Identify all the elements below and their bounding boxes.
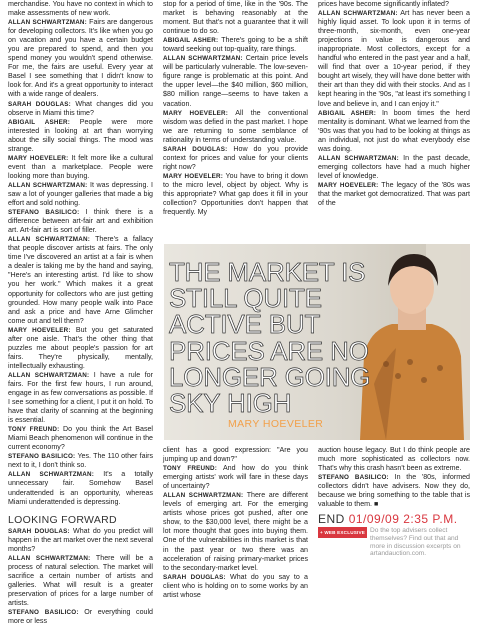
paragraph-text: In the '80s, informed collectors didn't have advisers. Now they do, because we bring something to the table that is valuable to them. <box>318 473 470 509</box>
paragraph-text: It's a totally unnecessary fair. Somehow Basel underattended is an opportunity, whereas Miami underattended is depressing. <box>8 470 153 506</box>
pull-quote: THE MARKET IS STILL QUITE ACTIVE BUT PRICES ARE NO LONGER GOING SKY HIGH <box>169 257 371 419</box>
paragraph <box>163 54 308 108</box>
speaker: STEFANO BASILICO: <box>8 453 76 461</box>
paragraph-text: There are different levels of emerging art. For the emerging artists whose prices got pushed, after one show, to the $30,000 level, there might be a lot more thought that goes into buying them. One of the vulnerabilities in this market is that in the past year or two there was an acceleration of raising primary-market prices to the secondary-market level. <box>163 491 308 572</box>
speaker: SARAH DOUGLAS: <box>163 573 226 581</box>
paragraph <box>8 181 153 208</box>
paragraph <box>8 608 153 626</box>
speaker: MARY HOEVELER: <box>163 172 224 180</box>
speaker: ABIGAIL ASHER: <box>318 109 377 117</box>
article-column-3 <box>318 0 470 208</box>
speaker: MARY HOEVELER: <box>318 181 379 189</box>
paragraph <box>8 527 153 554</box>
speaker: ALLAN SCHWARTZMAN: <box>8 236 91 244</box>
speaker: MARY HOEVELER: <box>163 109 229 117</box>
speaker: MARY HOEVELER: <box>8 154 69 162</box>
article-column-1 <box>8 0 153 626</box>
paragraph <box>163 172 308 217</box>
end-date: 01/09/09 2:35 P.M. <box>348 512 458 527</box>
paragraph-text: Yes. The 110 other fairs next to it, I don't think so. <box>8 452 153 470</box>
paragraph <box>8 235 153 325</box>
paragraph-text: There will be a process of natural selection. The market will sacrifice a certain number of artists and galleries. What will result is a greater preservation of prices for a large number of artists. <box>8 553 153 608</box>
speaker: MARY HOEVELER: <box>8 326 71 334</box>
paragraph-text: But you get saturated after one aisle. That's the other thing that puzzles me about people's passion for art fairs. They're physically, mentally, intellectually exhausting. <box>8 325 153 370</box>
speaker: ALLAN SCHWARTZMAN: <box>8 181 88 189</box>
paragraph <box>318 473 470 509</box>
article-column-3-continued <box>318 446 470 558</box>
paragraph: merchandise. You have no context in which to make assessments of new work. <box>8 0 153 18</box>
web-exclusive-text: Do the top advisers collect themselves? Find out that and more in discussion excerpts on artandauction.com. <box>370 527 461 558</box>
speaker: TONY FREUND: <box>163 465 218 473</box>
paragraph-text: The legacy of the '80s was that the market got democratized. That was part of the <box>318 180 470 208</box>
paragraph-text: Art has never been a highly liquid asset. To look upon it in terms of three-month, six-month, even one-year projections in value is dangerous and inappropriate. Most collectors, except for a handful who entered in the past year and a half, will find that over a 10-year period, if they bought art wisely, they will have done better with their art than they did with their stocks. And as I kept hearing in the '90s, "at least it's something I love and believe in, and I can enjoy it." <box>318 9 470 108</box>
paragraph-text: Fairs are dangerous for developing collectors. It's like when you go on vacation and you have a certain budget you are prepared to spend, and then you spend money you wouldn't spend otherwise. For me, the fairs are useful. Every year at Basel I see something that I didn't know to look for. And it's a great opportunity to interact with a wide range of dealers. <box>8 18 153 99</box>
paragraph <box>8 18 153 99</box>
paragraph-text: In boom times the herd mentality is dominant. What we learned from the '90s was that you had to be looking at things as an individual, not just do what everybody else was doing. <box>318 108 470 153</box>
paragraph <box>318 181 470 208</box>
pull-quote-attribution: MARY HOEVELER <box>228 418 324 430</box>
speaker: ALLAN SCHWARTZMAN: <box>8 371 90 379</box>
paragraph-text: What do you predict will happen in the art market over the next several months? <box>8 526 153 553</box>
speaker: SARAH DOUGLAS: <box>163 145 228 153</box>
paragraph <box>318 154 470 181</box>
paragraph-text: All the conventional wisdom was defied in the past market. I hope we are returning to some semblance of rationality in terms of understanding value. <box>163 108 308 144</box>
paragraph-text: Certain price levels will be particularly vulnerable. The low-seven-figure range is problematic at this point. And the upper level—the $40 million, $60 million, $80 million range—seems to have taken a vacation. <box>163 54 308 108</box>
paragraph <box>163 491 308 572</box>
speaker: ALLAN SCHWARTZMAN: <box>163 55 243 63</box>
paragraph-text: There's going to be a shift toward seeking out top-quality, rare things. <box>163 36 309 54</box>
article-column-2-continued <box>163 446 308 600</box>
paragraph-text: There's a fallacy that people discover artists at fairs. The only time I've discovered an artist at a fair is when a dealer is taking me by the hand and saying, "Here's an interesting artist. I'd like to show you her work." Which makes it a great opportunity for collectors who are just getting grounded. How many people walk into Pace and ask a price and have Arne Glimcher come out and tell them? <box>8 235 153 325</box>
speaker: ALLAN SCHWARTZMAN: <box>318 154 399 162</box>
paragraph-text: I think there is a difference between art-fair art and exhibition art. Art-fair art is sort of filler. <box>8 208 153 235</box>
paragraph <box>8 208 153 235</box>
paragraph-text: I have a rule for fairs. For the first few hours, I run around, engage in as few conversations as possible. If I see something for a client, I put it on hold. To have that clarity of scanning at the beginning is essential. <box>8 370 153 425</box>
paragraph <box>8 554 153 608</box>
paragraph <box>8 154 153 181</box>
paragraph <box>318 109 470 154</box>
paragraph <box>8 118 153 154</box>
paragraph: auction house legacy. But I do think people are much more sophisticated as collectors now. That's why this crash hasn't been as extreme. <box>318 446 470 473</box>
paragraph <box>8 326 153 371</box>
speaker: TONY FREUND: <box>8 426 60 434</box>
paragraph-text: And how do you think emerging artists' work will fare in these days of uncertainty? <box>163 464 308 491</box>
paragraph <box>163 573 308 600</box>
paragraph: stop for a period of time, like in the '90s. The market is behaving reasonably at the moment. But that's not a guarantee that it will continue to do so. <box>163 0 308 36</box>
speaker: STEFANO BASILICO: <box>318 474 389 482</box>
paragraph-text: People were more interested in looking at art than worrying about the silly social things. The mood was strange. <box>8 117 153 153</box>
paragraph: client has a good expression: "Are you jumping up and down?" <box>163 446 308 464</box>
paragraph-text: What do you say to a client who is holding on to some works by an artist whose <box>163 572 308 599</box>
paragraph <box>163 109 308 145</box>
web-exclusive-badge: + WEB EXCLUSIVE <box>318 527 367 538</box>
paragraph <box>163 36 308 54</box>
paragraph <box>8 452 153 470</box>
paragraph <box>8 100 153 118</box>
paragraph <box>8 470 153 506</box>
paragraph <box>163 464 308 491</box>
speaker: ALLAN SCHWARTZMAN: <box>8 471 95 479</box>
pull-quote-photo-panel <box>164 244 470 440</box>
paragraph-text: It was depressing. I saw a lot of younger galleries that made a big effort and sold nothing. <box>8 180 153 208</box>
speaker: ALLAN SCHWARTZMAN: <box>8 19 87 27</box>
paragraph-text: What changes did you observe in Miami this time? <box>8 99 153 117</box>
speaker: ALLAN SCHWARTZMAN: <box>163 492 244 500</box>
paragraph-text: Or everything could more or less <box>8 608 153 626</box>
end-mark-icon: ■ <box>374 500 379 509</box>
paragraph: prices have become significantly inflated? <box>318 0 449 8</box>
speaker: ALLAN SCHWARTZMAN: <box>318 10 398 18</box>
web-exclusive-note <box>318 527 470 557</box>
speaker: SARAH DOUGLAS: <box>8 100 71 108</box>
end-timestamp <box>318 512 470 527</box>
speaker: STEFANO BASILICO: <box>8 209 80 217</box>
speaker: STEFANO BASILICO: <box>8 609 79 617</box>
paragraph-text: In the past decade, emerging collectors have had a much higher level of knowledge. <box>318 153 470 180</box>
paragraph <box>163 145 308 172</box>
speaker: ABIGAIL ASHER: <box>163 37 219 45</box>
speaker: ABIGAIL ASHER: <box>8 118 71 126</box>
paragraph-text: You have to bring it down to the micro level, object by object. Why is this appropriate? What gap does it fill in your collection? Opportunities don't happen that frequently. My <box>163 171 308 217</box>
paragraph-text: Do you think the Art Basel Miami Beach phenomenon will continue in the current economy? <box>8 425 154 452</box>
speaker: SARAH DOUGLAS: <box>8 527 70 535</box>
section-subhead: LOOKING FORWARD <box>8 513 117 526</box>
paragraph <box>8 425 153 452</box>
article-column-2 <box>163 0 308 217</box>
paragraph <box>318 9 470 109</box>
paragraph-text: How do you provide context for prices and value for your clients right now? <box>163 144 308 171</box>
end-label: END <box>318 512 345 527</box>
paragraph <box>8 371 153 425</box>
speaker: ALLAN SCHWARTZMAN: <box>8 554 91 562</box>
paragraph-text: It felt more like a cultural event than a marketplace. People were looking more than buying. <box>8 153 153 180</box>
